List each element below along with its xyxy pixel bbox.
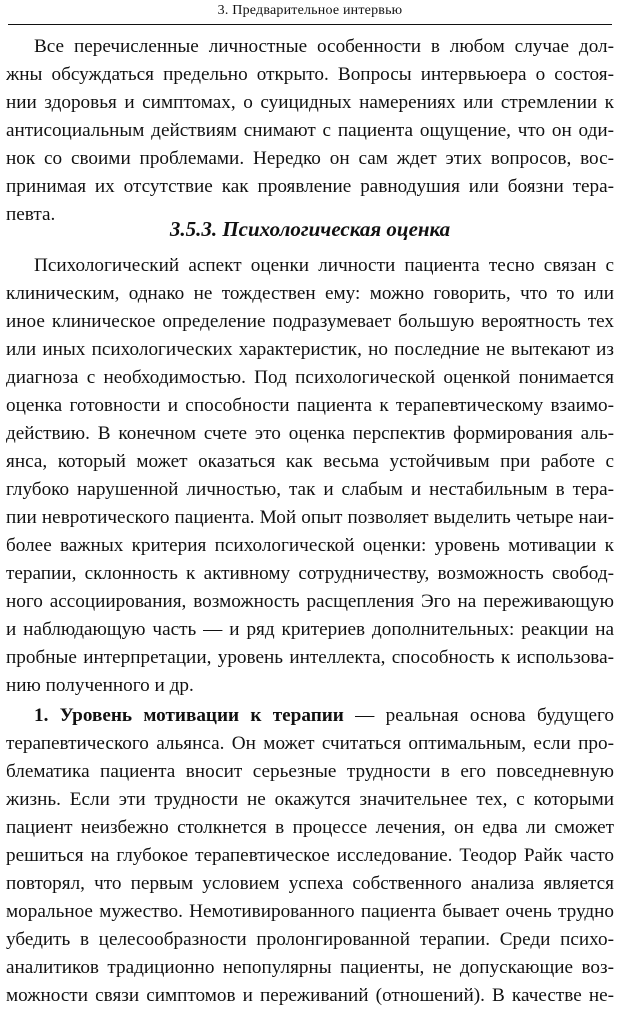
- text-run: — реальная основа будущего: [343, 705, 614, 726]
- text-line: нии здоровья и симптомах, о суицидных намерениях или стремлении к: [6, 92, 614, 113]
- text-line: блематика пациента вносит серьезные трудности в его повседневную: [6, 761, 614, 782]
- text-line: терапевтического альянса. Он может считаться оптимальным, если про-: [6, 733, 614, 754]
- text-line: ного ассоциирования, возможность расщепления Эго на переживающую: [6, 591, 614, 612]
- text-line: клиническим, однако не тождествен ему: можно говорить, что то или: [6, 283, 614, 304]
- text-line: иное клиническое определение подразумевает большую вероятность тех: [6, 311, 614, 332]
- text-line: терапии, склонность к активному сотрудничеству, возможность свобод-: [6, 563, 614, 584]
- criterion-title: 1. Уровень мотивации к терапии: [34, 705, 344, 726]
- text-line: жизнь. Если эти трудности не окажутся значительнее тех, с которыми: [6, 789, 614, 810]
- section-heading: 3.5.3. Психологическая оценка: [169, 217, 451, 241]
- text-line: действию. В конечном счете это оценка перспектив формирования аль-: [6, 423, 614, 444]
- text-line: нок со своими проблемами. Нередко он сам ждет этих вопросов, вос-: [6, 148, 614, 169]
- text-line: пациент неизбежно столкнется в процессе лечения, он едва ли сможет: [6, 817, 614, 838]
- text-line: [34, 702, 614, 730]
- text-line: моральное мужество. Немотивированного пациента бывает очень трудно: [6, 901, 614, 922]
- text-line: и наблюдающую часть — и ряд критериев дополнительных: реакции на: [6, 619, 614, 640]
- text-line: певта.: [6, 204, 56, 225]
- text-line: нию полученного и др.: [6, 675, 194, 696]
- text-line: убедить в целесообразности пролонгированной терапии. Среди психо-: [6, 929, 614, 950]
- text-line: аналитиков традиционно непопулярны пациенты, не допускающие воз-: [6, 957, 614, 978]
- text-line: янса, который может оказаться как весьма устойчивым при работе с: [6, 451, 614, 472]
- text-line: антисоциальным действиям снимают с пациента ощущение, что он оди-: [6, 120, 614, 141]
- header-rule: [8, 24, 612, 25]
- text-line: глубоко нарушенной личностью, так и слабым и нестабильным в тера-: [6, 479, 614, 500]
- text-line: оценка готовности и способности пациента к терапевтическому взаимо-: [6, 395, 614, 416]
- text-line: повторял, что первым условием успеха собственного анализа является: [6, 873, 614, 894]
- text-line: Психологический аспект оценки личности пациента тесно связан с: [34, 255, 614, 276]
- text-line: пробные интерпретации, уровень интеллекта, способность к использова-: [6, 647, 614, 668]
- text-line: пии невротического пациента. Мой опыт позволяет выделить четыре наи-: [6, 507, 614, 528]
- text-line: жны обсуждаться предельно открыто. Вопросы интервьюера о состоя-: [6, 64, 614, 85]
- text-line: Все перечисленные личностные особенности в любом случае дол-: [34, 36, 614, 57]
- text-line: решиться на глубокое терапевтическое исследование. Теодор Райк часто: [6, 845, 614, 866]
- text-line: или иных психологических характеристик, но последние не вытекают из: [6, 339, 614, 360]
- text-line: можности связи симптомов и переживаний (отношений). В качестве не-: [6, 985, 614, 1006]
- text-line: принимая их отсутствие как проявление равнодушия или боязни тера-: [6, 176, 614, 197]
- text-line: диагноза с необходимостью. Под психологической оценкой понимается: [6, 367, 614, 388]
- text-line: более важных критерия психологической оценки: уровень мотивации к: [6, 535, 614, 556]
- running-head: 3. Предварительное интервью: [217, 3, 403, 18]
